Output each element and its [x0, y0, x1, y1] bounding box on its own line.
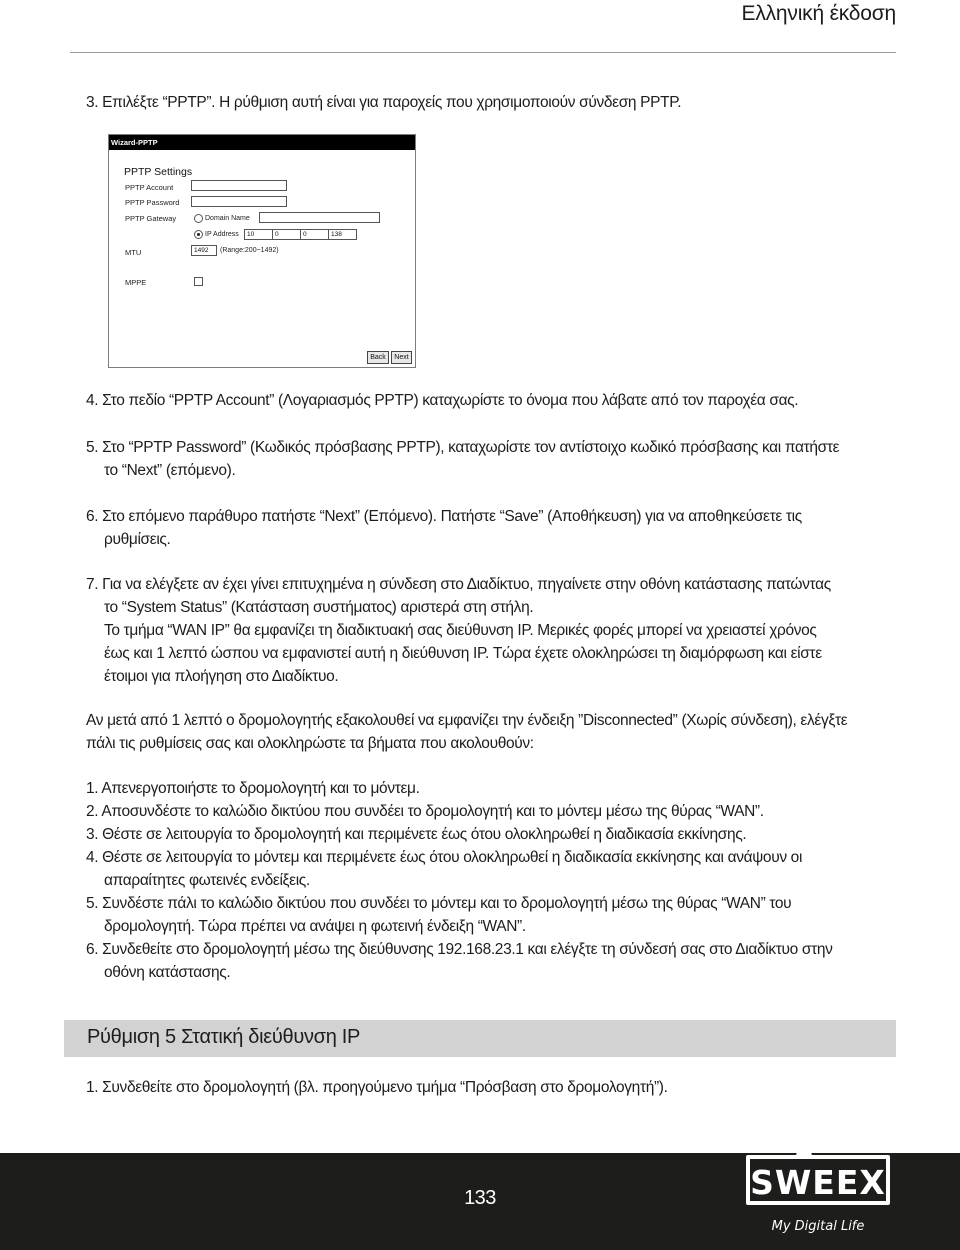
domain-name-radio[interactable]: [194, 214, 203, 223]
step-6-line-2: ρυθμίσεις.: [104, 531, 171, 548]
section-title: Ρύθμιση 5 Στατική διεύθυνση IP: [87, 1026, 361, 1048]
ip-octet-4-input[interactable]: 138: [328, 229, 357, 240]
troubleshoot-step-1: 1. Απενεργοποιήστε το δρομολογητή και το μόντεμ.: [86, 780, 420, 797]
ip-octet-2-input[interactable]: 0: [272, 229, 301, 240]
troubleshoot-steps: [86, 777, 898, 984]
ip-octet-1-input[interactable]: 10: [244, 229, 273, 240]
mppe-label: MPPE: [125, 278, 147, 287]
static-ip-step-1: 1. Συνδεθείτε στο δρομολογητή (βλ. προηγούμενο τμήμα “Πρόσβαση στο δρομολογητή”).: [86, 1079, 668, 1096]
step-7: [86, 573, 898, 688]
wizard-titlebar: Wizard-PPTP: [109, 135, 415, 150]
step-7-line-3: Το τμήμα “WAN IP” θα εμφανίζει τη διαδικτυακή σας διεύθυνση IP. Μερικές φορές μπορεί να χρειαστεί χρόνος: [104, 622, 817, 639]
step-5: [86, 436, 898, 482]
sweex-logo: [738, 1133, 898, 1245]
pptp-password-input[interactable]: [191, 196, 287, 207]
step-4-text: 4. Στο πεδίο “PPTP Account” (Λογαριασμός PPTP) καταχωρίστε το όνομα που λάβατε από τον παροχέα σας.: [86, 392, 799, 409]
step-5-line-1: 5. Στο “PPTP Password” (Κωδικός πρόσβασης PPTP), καταχωρίστε τον αντίστοιχο κωδικό πρόσβασης και πατήστε: [86, 439, 840, 456]
page-number: 133: [464, 1187, 496, 1209]
step-6-line-1: 6. Στο επόμενο παράθυρο πατήστε “Next” (Επόμενο). Πατήστε “Save” (Αποθήκευση) για να αποθηκεύσετε τις: [86, 508, 802, 525]
pptp-account-input[interactable]: [191, 180, 287, 191]
domain-name-label: Domain Name: [205, 215, 250, 222]
troubleshoot-step-5-line-2: δρομολογητή. Τώρα πρέπει να ανάψει η φωτεινή ένδειξη “WAN”.: [104, 918, 526, 935]
page-footer: [0, 1153, 960, 1250]
pptp-settings-heading: PPTP Settings: [124, 166, 193, 178]
note-line-1: Αν μετά από 1 λεπτό ο δρομολογητής εξακολουθεί να εμφανίζει την ένδειξη ”Disconnected” (Χωρίς σύνδεση), ελέγξτε: [86, 712, 848, 729]
troubleshoot-step-5-line-1: 5. Συνδέστε πάλι το καλώδιο δικτύου που συνδέει το μόντεμ και το δρομολογητή μέσω της θύρας “WAN” του: [86, 895, 792, 912]
ip-octet-3-input[interactable]: 0: [300, 229, 329, 240]
troubleshoot-step-2: 2. Αποσυνδέστε το καλώδιο δικτύου που συνδέει το δρομολογητή και το μόντεμ μέσω της θύρας “WAN”.: [86, 803, 764, 820]
pptp-account-label: PPTP Account: [125, 183, 174, 192]
disconnected-note: [86, 709, 898, 755]
step-7-line-4: έως και 1 λεπτό ώσπου να εμφανιστεί αυτή η διεύθυνση IP. Τώρα έχετε ολοκληρώσει τη διαμόρφωση και είστε: [104, 645, 822, 662]
page-header-title: Ελληνική έκδοση: [741, 2, 896, 25]
pptp-gateway-label: PPTP Gateway: [125, 214, 177, 223]
step-5-line-2: το “Next” (επόμενο).: [104, 462, 236, 479]
troubleshoot-step-6-line-1: 6. Συνδεθείτε στο δρομολογητή μέσω της διεύθυνσης 192.168.23.1 και ελέγξτε τη σύνδεσή σας στο Διαδίκτυο στην: [86, 941, 833, 958]
troubleshoot-step-4-line-2: απαραίτητες φωτεινές ενδείξεις.: [104, 872, 310, 889]
section-heading-band: [64, 1020, 896, 1057]
troubleshoot-step-4-line-1: 4. Θέστε σε λειτουργία το μόντεμ και περιμένετε έως ότου ολοκληρωθεί η διαδικασία εκκίνησης και ανάψουν οι: [86, 849, 803, 866]
mppe-checkbox[interactable]: [194, 277, 203, 286]
step-7-line-1: 7. Για να ελέγξετε αν έχει γίνει επιτυχημένα η σύνδεση στο Διαδίκτυο, πηγαίνετε στην οθόνη κατάστασης πατώντας: [86, 576, 831, 593]
mtu-range-hint: (Range:200~1492): [220, 247, 279, 254]
troubleshoot-step-6-line-2: οθόνη κατάστασης.: [104, 964, 231, 981]
ip-address-radio[interactable]: [194, 230, 203, 239]
svg-text:SWEEX: SWEEX: [750, 1163, 886, 1202]
note-line-2: πάλι τις ρυθμίσεις σας και ολοκληρώστε τα βήματα που ακολουθούν:: [86, 735, 534, 752]
step-6: [86, 505, 898, 551]
step-4: [86, 389, 898, 412]
troubleshoot-step-3: 3. Θέστε σε λειτουργία το δρομολογητή και περιμένετε έως ότου ολοκληρωθεί η διαδικασία εκκίνησης.: [86, 826, 747, 843]
header-divider: [70, 52, 896, 53]
step-7-line-2: το “System Status” (Κατάσταση συστήματος) αριστερά στη στήλη.: [104, 599, 534, 616]
step-7-line-5: έτοιμοι για πλοήγηση στο Διαδίκτυο.: [104, 668, 339, 685]
mtu-label: MTU: [125, 248, 142, 257]
mtu-input[interactable]: 1492: [191, 245, 217, 256]
next-button[interactable]: Next: [391, 351, 412, 364]
wizard-pptp-screenshot: [108, 134, 416, 368]
domain-name-input[interactable]: [259, 212, 380, 223]
back-button[interactable]: Back: [367, 351, 389, 364]
svg-text:My Digital Life: My Digital Life: [771, 1219, 865, 1234]
ip-address-label: IP Address: [205, 231, 239, 238]
step-3: 3. Επιλέξτε “PPTP”. Η ρύθμιση αυτή είναι για παροχείς που χρησιμοποιούν σύνδεση PPTP.: [86, 94, 682, 111]
pptp-password-label: PPTP Password: [125, 198, 180, 207]
